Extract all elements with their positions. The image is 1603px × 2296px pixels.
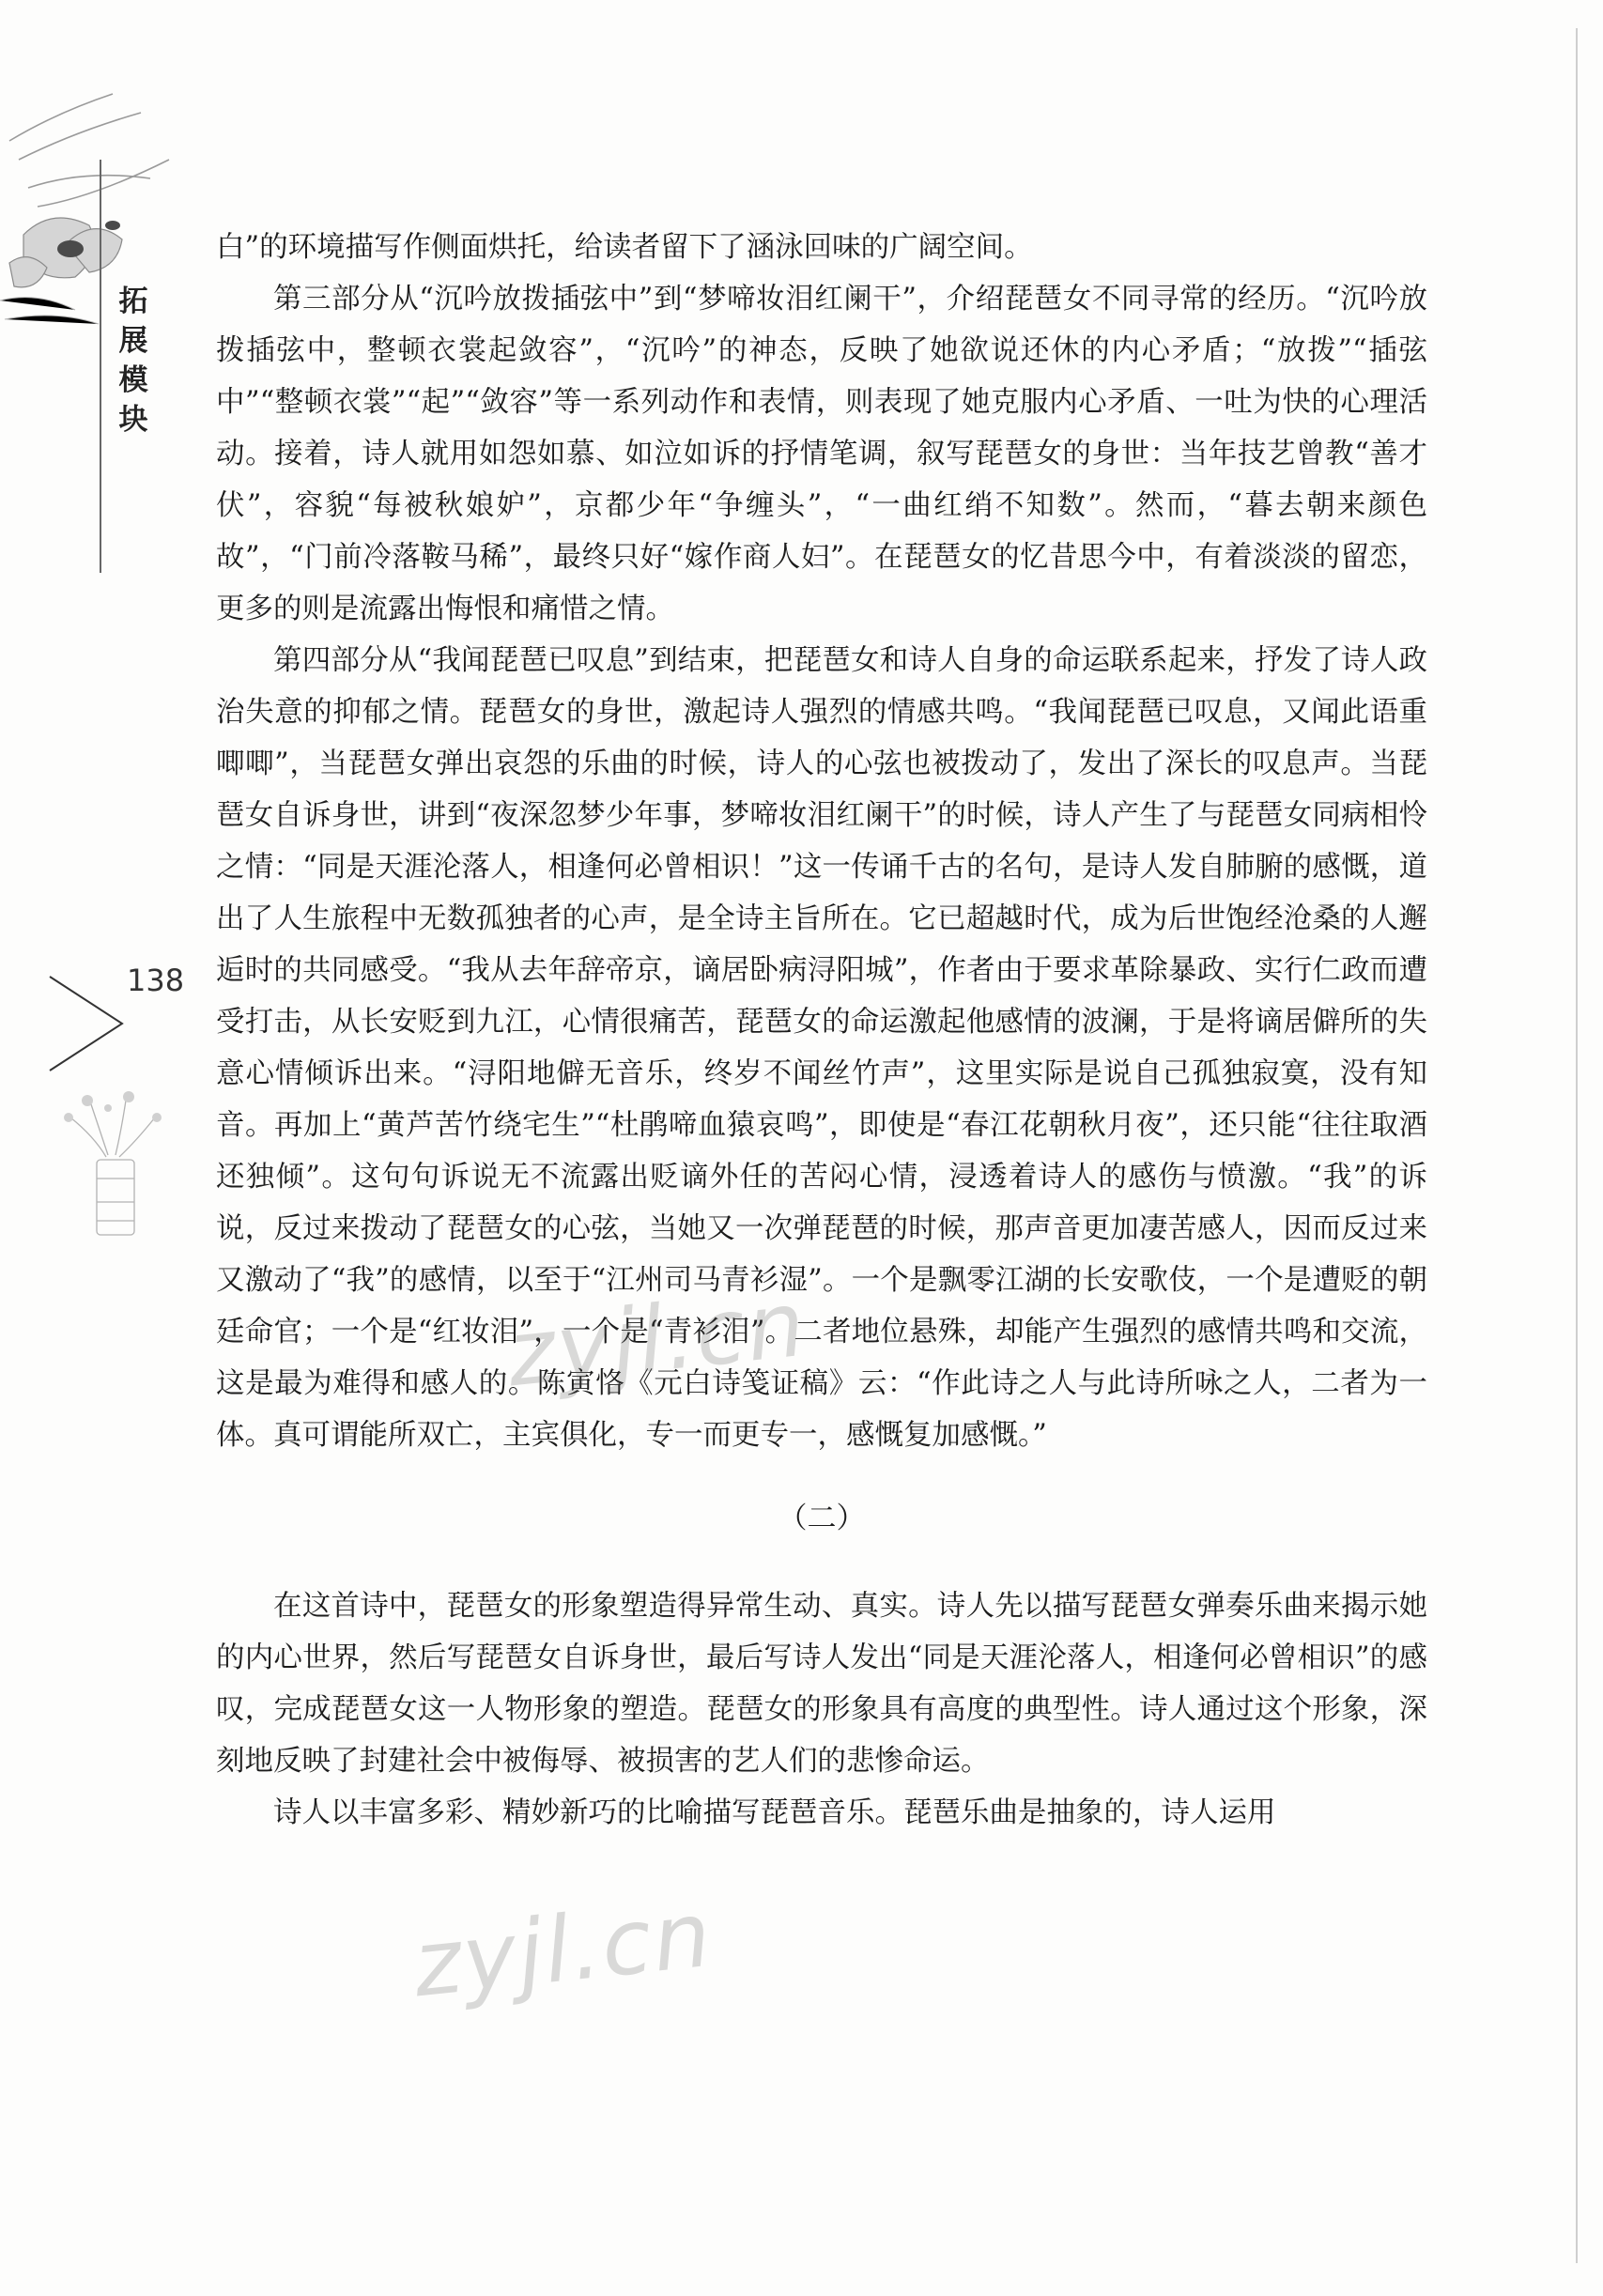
flower-illustration — [0, 75, 197, 357]
module-tab-label: 拓展模块 — [118, 285, 148, 437]
watermark: zyjl.cn — [502, 1271, 811, 1408]
body-text — [216, 222, 1427, 1839]
paragraph: 第三部分从“沉吟放拨插弦中”到“梦啼妆泪红阑干”，介绍琵琶女不同寻常的经历。“沉吟放拨插弦中，整顿衣裳起敛容”，“沉吟”的神态，反映了她欲说还休的内心矛盾；“放拨”“插弦中”“整顿衣裳”“起”“敛容”等一系列动作和表情，则表现了她克服内心矛盾、一吐为快的心理活动。接着，诗人就用如怨如慕、如泣如诉的抒情笔调，叙写琵琶女的身世：当年技艺曾教“善才伏”，容貌“每被秋娘妒”，京都少年“争缠头”，“一曲红绡不知数”。然而，“暮去朝来颜色故”，“门前冷落鞍马稀”，最终只好“嫁作商人妇”。在琵琶女的忆昔思今中，有着淡淡的留恋，更多的则是流露出悔恨和痛惜之情。 — [216, 283, 1427, 625]
paragraph: 第四部分从“我闻琵琶已叹息”到结束，把琵琶女和诗人自身的命运联系起来，抒发了诗人政治失意的抑郁之情。琵琶女的身世，激起诗人强烈的情感共鸣。“我闻琵琶已叹息，又闻此语重唧唧”，当琵琶女弹出哀怨的乐曲的时候，诗人的心弦也被拨动了，发出了深长的叹息声。当琵琶女自诉身世，讲到“夜深忽梦少年事，梦啼妆泪红阑干”的时候，诗人产生了与琵琶女同病相怜之情：“同是天涯沦落人，相逢何必曾相识！”这一传诵千古的名句，是诗人发自肺腑的感慨，道出了人生旅程中无数孤独者的心声，是全诗主旨所在。它已超越时代，成为后世饱经沧桑的人邂逅时的共同感受。“我从去年辞帝京，谪居卧病浔阳城”，作者由于要求革除暴政、实行仁政而遭受打击，从长安贬到九江，心情很痛苦，琵琶女的命运激起他感情的波澜，于是将谪居僻所的失意心情倾诉出来。“浔阳地僻无音乐，终岁不闻丝竹声”，这里实际是说自己孤独寂寞，没有知音。再加上“黄芦苦竹绕宅生”“杜鹃啼血猿哀鸣”，即使是“春江花朝秋月夜”，还只能“往往取酒还独倾”。这句句诉说无不流露出贬谪外任的苦闷心情，浸透着诗人的感伤与愤激。“我”的诉说，反过来拨动了琵琶女的心弦，当她又一次弹琵琶的时候，那声音更加凄苦感人，因而反过来又激动了“我”的感情，以至于“江州司马青衫湿”。一个是飘零江湖的长安歌伎，一个是遭贬的朝廷命官；一个是“红妆泪”，一个是“青衫泪”。二者地位悬殊，却能产生强烈的感情共鸣和交流，这是最为难得和感人的。陈寅恪《元白诗笺证稿》云：“作此诗之人与此诗所咏之人，二者为一体。真可谓能所双亡，主宾俱化，专一而更专一，感慨复加感慨。” — [216, 644, 1427, 1452]
page-number: 138 — [127, 963, 185, 998]
sidebar-rule — [100, 160, 101, 573]
section-title: （二） — [778, 1502, 866, 1535]
paragraph: 白”的环境描写作侧面烘托，给读者留下了涵泳回味的广阔空间。 — [216, 231, 1033, 264]
vase-illustration — [52, 1089, 178, 1244]
page-edge-line — [1576, 28, 1578, 2263]
watermark: zyjl.cn — [408, 1881, 717, 2018]
page-chevron-icon — [45, 972, 130, 1075]
paragraph: 在这首诗中，琵琶女的形象塑造得异常生动、真实。诗人先以描写琵琶女弹奏乐曲来揭示她的内心世界，然后写琵琶女自诉身世，最后写诗人发出“同是天涯沦落人，相逢何必曾相识”的感叹，完成琵琶女这一人物形象的塑造。琵琶女的形象具有高度的典型性。诗人通过这个形象，深刻地反映了封建社会中被侮辱、被损害的艺人们的悲惨命运。 — [216, 1590, 1427, 1778]
paragraph: 诗人以丰富多彩、精妙新巧的比喻描写琵琶音乐。琵琶乐曲是抽象的，诗人运用 — [273, 1796, 1276, 1829]
